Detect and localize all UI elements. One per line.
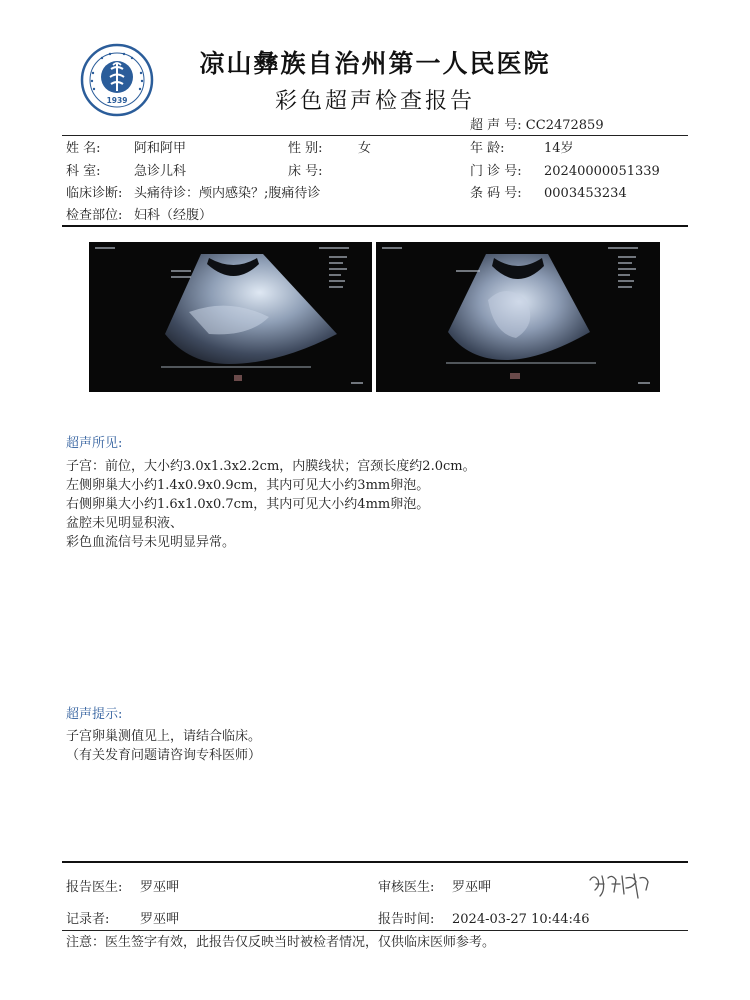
barcode-no — [470, 186, 627, 202]
patient-dept — [66, 164, 186, 180]
reviewer — [378, 880, 491, 896]
hospital-name: 凉山彝族自治州第一人民医院 — [199, 49, 551, 78]
ultrasound-no — [470, 118, 604, 134]
reporter-value: 罗巫呷 — [140, 880, 180, 895]
clinical-diagnosis-value: 头痛待诊：颅内感染？;腹痛待诊 — [134, 186, 321, 201]
exam-part-value: 妇科（经腹） — [134, 208, 213, 223]
logo-year: 1939 — [106, 96, 128, 105]
clinical-diagnosis — [66, 186, 320, 202]
patient-clinic-no-value: 20240000051339 — [544, 164, 660, 179]
barcode-no-value: 0003453234 — [544, 186, 627, 201]
report-title: 彩色超声检查报告 — [274, 89, 475, 114]
barcode-no-label: 条 码 号: — [470, 186, 522, 201]
findings-line: 右侧卵巢大小约1.6x1.0x0.7cm，其内可见大小约4mm卵泡。 — [66, 497, 430, 512]
patient-age-label: 年 龄: — [470, 141, 505, 156]
ultrasound-image-1 — [89, 242, 372, 392]
reviewer-value: 罗巫呷 — [452, 880, 492, 895]
exam-part — [66, 208, 212, 224]
patient-dept-label: 科 室: — [66, 164, 101, 179]
report-time-value: 2024-03-27 10:44:46 — [452, 912, 590, 927]
patient-name — [66, 141, 186, 157]
patient-name-value: 阿和阿甲 — [134, 141, 187, 156]
report-time — [378, 912, 589, 928]
reporter-label: 报告医生: — [66, 880, 123, 895]
patient-sex-value: 女 — [358, 141, 372, 156]
ultrasound-no-label: 超 声 号: — [470, 118, 522, 133]
patient-clinic-no-label: 门 诊 号: — [470, 164, 522, 179]
conclusion-line: 子宫卵巢测值见上，请结合临床。 — [66, 729, 262, 744]
divider-bottom — [62, 930, 688, 931]
report-time-label: 报告时间: — [378, 912, 435, 927]
conclusion-line: （有关发育问题请咨询专科医师） — [66, 748, 262, 763]
findings-line: 子宫：前位，大小约3.0x1.3x2.2cm，内膜线状；宫颈长度约2.0cm。 — [66, 459, 476, 474]
clinical-diagnosis-label: 临床诊断: — [66, 186, 123, 201]
patient-name-label: 姓 名: — [66, 141, 101, 156]
findings-line: 盆腔未见明显积液、 — [66, 516, 184, 531]
recorder-value: 罗巫呷 — [140, 912, 180, 927]
patient-clinic-no — [470, 164, 660, 180]
findings-line: 左侧卵巢大小约1.4x0.9x0.9cm，其内可见大小约3mm卵泡。 — [66, 478, 430, 493]
ultrasound-no-value: CC2472859 — [525, 118, 604, 133]
recorder — [66, 912, 179, 928]
divider-top — [62, 135, 688, 136]
divider-footer — [62, 861, 688, 863]
patient-age — [470, 141, 574, 157]
patient-age-value: 14岁 — [544, 141, 574, 156]
recorder-label: 记录者: — [66, 912, 110, 927]
patient-bed-label: 床 号: — [288, 164, 323, 179]
reviewer-label: 审核医生: — [378, 880, 435, 895]
conclusion-title: 超声提示: — [66, 707, 123, 722]
findings-line: 彩色血流信号未见明显异常。 — [66, 535, 236, 550]
patient-bed — [288, 164, 358, 180]
exam-part-label: 检查部位: — [66, 208, 123, 223]
reporter — [66, 880, 179, 896]
findings-title: 超声所见: — [66, 436, 123, 451]
disclaimer-note: 注意：医生签字有效，此报告仅反映当时被检者情况，仅供临床医师参考。 — [66, 935, 496, 950]
ultrasound-image-2 — [376, 242, 660, 392]
patient-dept-value: 急诊儿科 — [134, 164, 187, 179]
patient-sex-label: 性 别: — [288, 141, 323, 156]
divider-header — [62, 225, 688, 227]
patient-sex — [288, 141, 371, 157]
doctor-signature-icon — [586, 868, 652, 902]
